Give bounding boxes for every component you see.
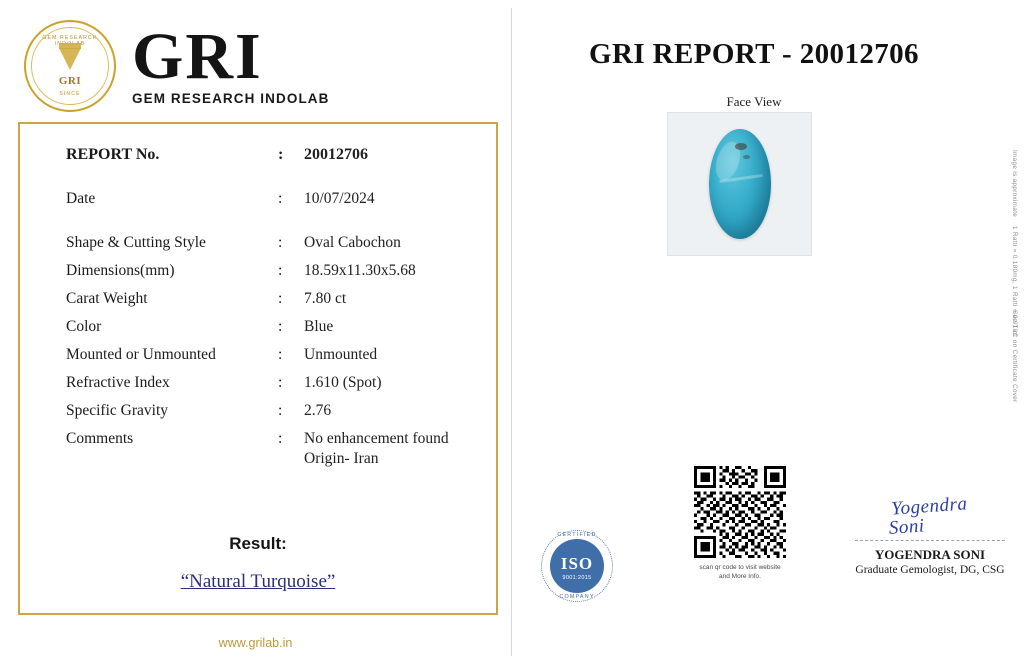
row-label: Date: [66, 190, 96, 207]
seal-top-text: GEM RESEARCH INDOLAB: [42, 34, 98, 47]
left-panel: [0, 0, 511, 664]
table-row: [66, 234, 449, 262]
gem-inclusion-icon: [743, 155, 750, 159]
table-row: [66, 374, 449, 402]
signatory-role: Graduate Gemologist, DG, CSG: [855, 564, 1005, 576]
iso-inner: [550, 539, 604, 593]
iso-subtitle: 9001:2015: [562, 575, 592, 581]
iso-certified-badge: [541, 530, 613, 602]
table-row: [66, 290, 449, 318]
seal-gem-top-icon: [59, 43, 81, 49]
row-label: Carat Weight: [66, 290, 148, 307]
comments-line-2: Origin- Iran: [304, 450, 379, 467]
row-colon: :: [278, 262, 283, 279]
qr-block[interactable]: [688, 466, 792, 581]
iso-title: ISO: [560, 554, 594, 573]
side-note-1: Image is approximate: [1011, 150, 1018, 218]
brand-tagline: GEM RESEARCH INDOLAB: [132, 91, 330, 106]
row-label: REPORT No.: [66, 146, 160, 163]
right-panel: [512, 0, 1024, 664]
seal-bottom-text: SINCE: [59, 90, 81, 97]
row-label: Shape & Cutting Style: [66, 234, 206, 251]
row-colon: :: [278, 430, 283, 447]
row-value: 20012706: [304, 146, 368, 163]
result-label: Result:: [229, 534, 287, 553]
side-notes: [1006, 150, 1020, 450]
table-row: [66, 262, 449, 290]
brand-text: [132, 20, 330, 106]
row-value: [304, 430, 449, 478]
row-value: Blue: [304, 318, 334, 335]
gem-image-frame: [667, 112, 812, 256]
iso-arc-bottom: COMPANY: [559, 594, 595, 600]
row-colon: :: [278, 190, 283, 207]
signatory-name: YOGENDRA SONI: [874, 547, 986, 562]
row-colon: :: [278, 374, 283, 391]
table-row: [66, 146, 449, 190]
qr-caption-line-1: scan qr code to visit website: [699, 564, 781, 571]
result-value: “Natural Turquoise”: [180, 571, 336, 592]
signature-block: [850, 493, 1010, 576]
qr-code-icon[interactable]: [694, 466, 786, 558]
row-colon: :: [278, 146, 284, 163]
row-label: Mounted or Unmounted: [66, 346, 216, 363]
signature-line-1: Yogendra: [890, 493, 969, 520]
gem-inclusion-icon: [735, 143, 747, 150]
row-value: 18.59x11.30x5.68: [304, 262, 416, 279]
row-colon: :: [278, 234, 283, 251]
comments-line-1: No enhancement found: [304, 430, 449, 447]
row-value: Unmounted: [304, 346, 378, 363]
row-value: 1.610 (Spot): [304, 374, 382, 391]
row-colon: :: [278, 290, 283, 307]
row-value: 2.76: [304, 402, 332, 419]
iso-arc-top: CERTIFIED: [557, 532, 597, 538]
seal-name-text: GRI: [58, 74, 82, 87]
side-note-3: See T&C on Certificate Cover: [1011, 310, 1018, 403]
row-label: Dimensions(mm): [66, 262, 175, 279]
report-details-table: [66, 146, 449, 478]
row-colon: :: [278, 346, 283, 363]
row-value: 10/07/2024: [304, 190, 375, 207]
signature-rule: [855, 540, 1005, 541]
result-block: [20, 534, 496, 593]
row-colon: :: [278, 318, 283, 335]
table-row: [66, 402, 449, 430]
row-colon: :: [278, 402, 283, 419]
row-value: Oval Cabochon: [304, 234, 401, 251]
row-label: Comments: [66, 430, 134, 447]
row-label: Refractive Index: [66, 374, 170, 391]
brand-name: GRI: [132, 20, 263, 93]
gemstone-image: [709, 129, 771, 239]
row-value: 7.80 ct: [304, 290, 347, 307]
seal-gem-icon: [59, 48, 81, 70]
page-title: GRI REPORT - 20012706: [589, 38, 919, 70]
website-link[interactable]: www.grilab.in: [218, 636, 293, 650]
table-row: [66, 346, 449, 374]
row-label: Specific Gravity: [66, 402, 169, 419]
signature-script: [849, 492, 1011, 539]
table-row: [66, 430, 449, 478]
gri-seal-icon: [24, 20, 116, 112]
table-row: [66, 190, 449, 234]
table-row: [66, 318, 449, 346]
side-note-2: 1 Ratti = 0.180mg, 1 Ratti = 0.91 ct: [1011, 226, 1018, 337]
row-label: Color: [66, 318, 102, 335]
signature-line-2: Soni: [888, 515, 926, 539]
brand-header: [24, 18, 484, 113]
qr-caption-line-2: and More Info.: [719, 573, 761, 580]
qr-caption: [688, 563, 792, 581]
details-card: [18, 122, 498, 615]
face-view-label: Face View: [726, 94, 782, 109]
